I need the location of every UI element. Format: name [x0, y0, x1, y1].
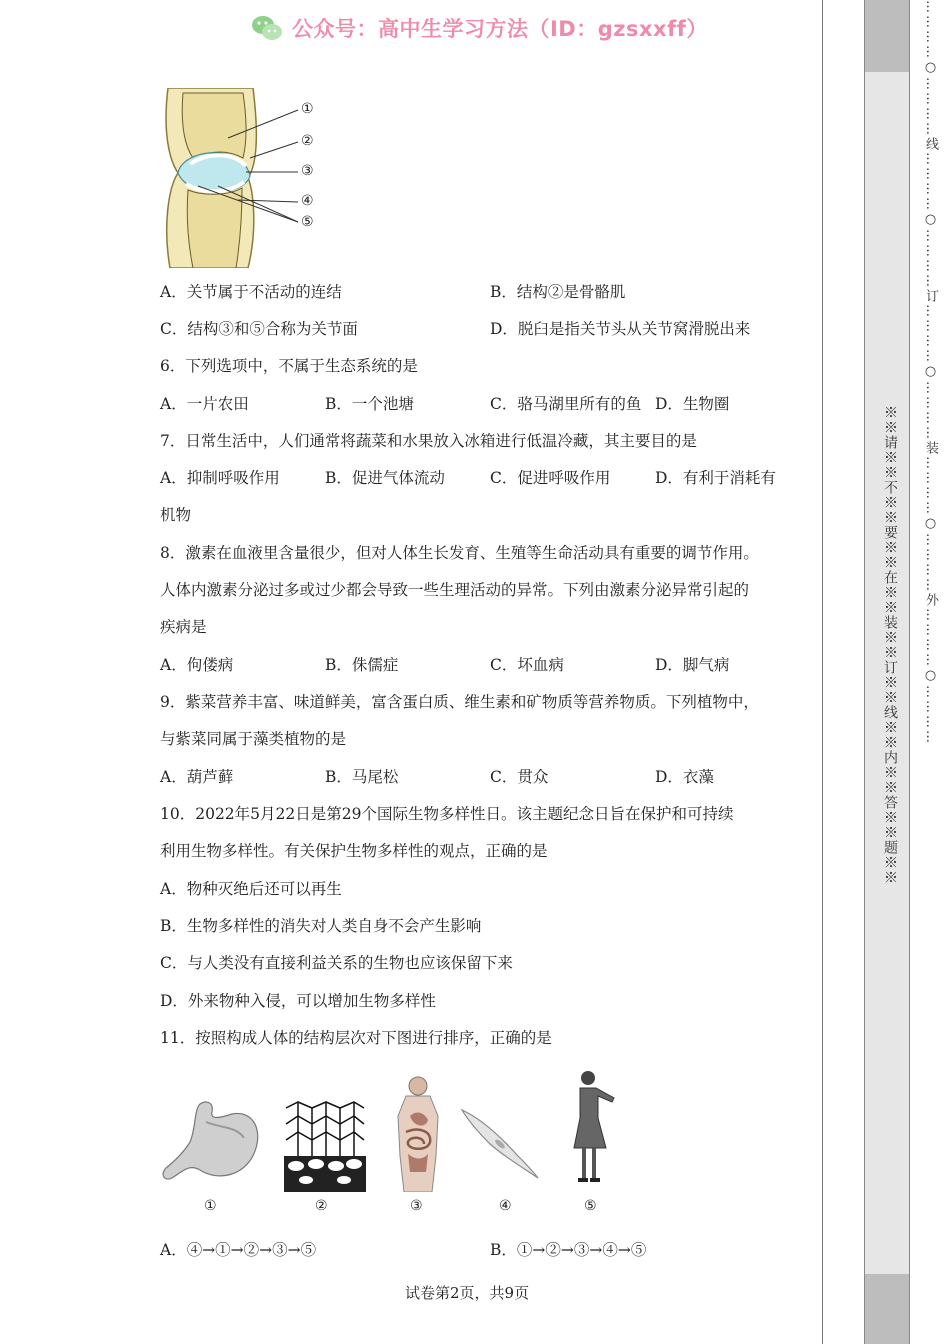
joint-label-1: ①	[301, 101, 314, 117]
q8-option-a[interactable]: A．佝偻病	[160, 656, 234, 674]
q11-option-b[interactable]: B．①→②→③→④→⑤	[490, 1241, 647, 1259]
joint-label-2: ②	[301, 133, 314, 149]
q10-option-c[interactable]: C．与人类没有直接利益关系的生物也应该保留下来	[160, 954, 513, 972]
binding-divider	[822, 0, 823, 1344]
joint-label-4: ④	[301, 193, 314, 209]
q7-stem: 7．日常生活中，人们通常将蔬菜和水果放入冰箱进行低温冷藏，其主要目的是	[160, 432, 697, 450]
q9-line-1: 9．紫菜营养丰富、味道鲜美，富含蛋白质、维生素和矿物质等营养物质。下列植物中，	[160, 693, 759, 711]
q6-stem: 6．下列选项中，不属于生态系统的是	[160, 357, 418, 375]
q9-option-c[interactable]: C．贯众	[490, 768, 549, 786]
q8-line-3: 疾病是	[160, 618, 207, 636]
q7-continuation: 机物	[160, 506, 192, 524]
q7-option-b[interactable]: B．促进气体流动	[325, 469, 445, 487]
q5-option-b[interactable]: B．结构②是骨骼肌	[490, 283, 626, 301]
q7-option-d[interactable]: D．有利于消耗有	[655, 469, 776, 487]
q8-line-1: 8．激素在血液里含量很少，但对人体生长发育、生殖等生命活动具有重要的调节作用。	[160, 544, 759, 562]
page-footer: 试卷第2页，共9页	[405, 1284, 530, 1302]
q11-stem: 11．按照构成人体的结构层次对下图进行排序，正确的是	[160, 1029, 552, 1047]
q11-figure-label-2: ②	[315, 1198, 328, 1214]
q11-figure-label-4: ④	[499, 1198, 512, 1214]
stomach-organ-figure	[160, 1098, 264, 1190]
q10-line-1: 10．2022年5月22日是第29个国际生物多样性日。该主题纪念日旨在保护和可持续	[160, 805, 734, 823]
q5-option-c[interactable]: C．结构③和⑤合称为关节面	[160, 320, 358, 338]
q6-option-b[interactable]: B．一个池塘	[325, 395, 414, 413]
q6-option-d[interactable]: D．生物圈	[655, 395, 730, 413]
q10-option-b[interactable]: B．生物多样性的消失对人类自身不会产生影响	[160, 917, 482, 935]
q8-option-c[interactable]: C．坏血病	[490, 656, 564, 674]
q6-option-c[interactable]: C．骆马湖里所有的鱼	[490, 395, 642, 413]
binding-notice: ※※请※※不※※要※※在※※装※※订※※线※※内※※答※※题※※	[882, 405, 898, 885]
q8-option-d[interactable]: D．脚气病	[655, 656, 730, 674]
q11-option-a[interactable]: A．④→①→②→③→⑤	[160, 1241, 317, 1259]
q9-option-b[interactable]: B．马尾松	[325, 768, 399, 786]
binding-strip-cap-top	[864, 0, 910, 72]
q11-figure-label-3: ③	[410, 1198, 423, 1214]
q8-line-2: 人体内激素分泌过多或过少都会导致一些生理活动的异常。下列由激素分泌异常引起的	[160, 581, 750, 599]
q10-option-d[interactable]: D．外来物种入侵，可以增加生物多样性	[160, 992, 436, 1010]
q7-option-c[interactable]: C．促进呼吸作用	[490, 469, 611, 487]
binding-outer-marks: …………○…………线…………○…………订…………○…………装…………○…………外…………○…………	[923, 0, 938, 745]
q9-option-a[interactable]: A．葫芦藓	[160, 768, 234, 786]
watermark-text: 公众号：高中生学习方法（ID：gzsxxff）	[292, 17, 708, 41]
knee-joint-figure	[158, 88, 328, 268]
q9-option-d[interactable]: D．衣藻	[655, 768, 714, 786]
q9-line-2: 与紫菜同属于藻类植物的是	[160, 730, 347, 748]
digestive-system-figure	[390, 1076, 446, 1192]
binding-margin	[822, 0, 950, 1344]
epithelial-tissue-figure	[284, 1098, 366, 1192]
q6-option-a[interactable]: A．一片农田	[160, 395, 249, 413]
joint-label-3: ③	[301, 163, 314, 179]
wechat-icon	[250, 13, 284, 43]
q8-option-b[interactable]: B．侏儒症	[325, 656, 399, 674]
binding-strip-cap-bottom	[864, 1274, 910, 1344]
watermark-header	[250, 12, 710, 44]
q11-figure-label-1: ①	[204, 1198, 217, 1214]
q7-option-a[interactable]: A．抑制呼吸作用	[160, 469, 280, 487]
q5-option-a[interactable]: A．关节属于不活动的连结	[160, 283, 342, 301]
q11-figure-label-5: ⑤	[584, 1198, 597, 1214]
joint-label-5: ⑤	[301, 214, 314, 230]
q10-line-2: 利用生物多样性。有关保护生物多样性的观点，正确的是	[160, 842, 548, 860]
human-body-figure	[570, 1068, 618, 1186]
muscle-cell-figure	[460, 1104, 540, 1180]
q5-option-d[interactable]: D．脱臼是指关节头从关节窝滑脱出来	[490, 320, 751, 338]
q10-option-a[interactable]: A．物种灭绝后还可以再生	[160, 880, 342, 898]
